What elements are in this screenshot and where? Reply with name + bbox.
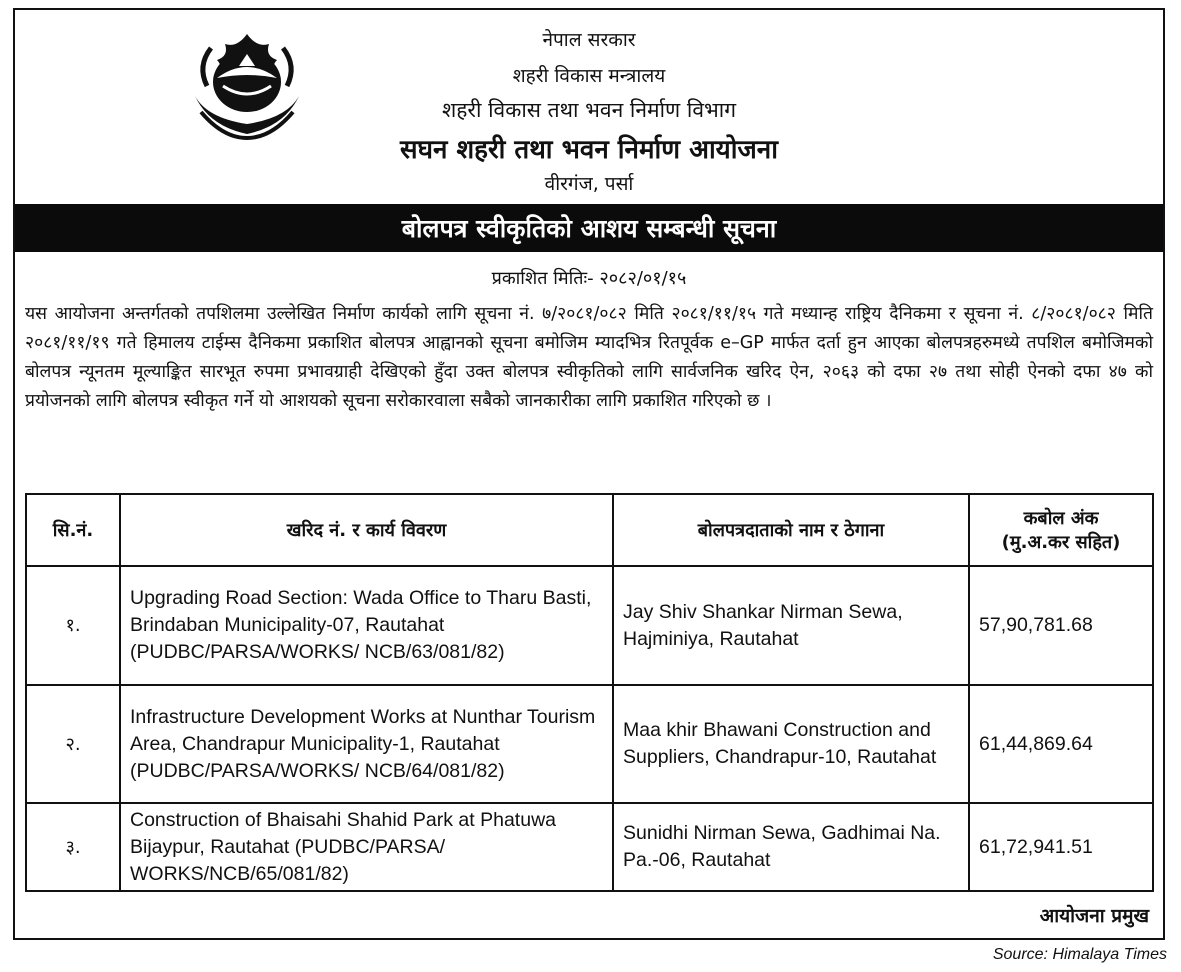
- notice-frame: [13, 8, 1165, 940]
- notice-title-banner: [15, 204, 1163, 252]
- col-header-amount: [969, 494, 1153, 566]
- header-ministry: शहरी विकास मन्त्रालय: [512, 65, 666, 87]
- row-description: Infrastructure Development Works at Nunthar Tourism Area, Chandrapur Municipality-1, Rautahat (PUDBC/PARSA/WORKS/ NCB/64/081/82): [120, 685, 613, 803]
- row-description: Upgrading Road Section: Wada Office to Tharu Basti, Brindaban Municipality-07, Rautahat (PUDBC/PARSA/WORKS/ NCB/63/081/82): [120, 566, 613, 685]
- col-header-sn: सि.नं.: [26, 494, 120, 566]
- bid-acceptance-table: [25, 493, 1154, 892]
- header-department: शहरी विकास तथा भवन निर्माण विभाग: [441, 98, 737, 122]
- header-government: नेपाल सरकार: [542, 29, 636, 51]
- col-header-bidder: बोलपत्रदाताको नाम र ठेगाना: [613, 494, 969, 566]
- signature-title: आयोजना प्रमुख: [1039, 905, 1149, 927]
- row-bidder: Maa khir Bhawani Construction and Suppliers, Chandrapur-10, Rautahat: [613, 685, 969, 803]
- row-amount: 61,72,941.51: [969, 803, 1153, 891]
- header-project: सघन शहरी तथा भवन निर्माण आयोजना: [400, 135, 778, 165]
- row-sn: २.: [26, 685, 120, 803]
- notice-body: यस आयोजना अन्तर्गतको तपशिलमा उल्लेखित निर्माण कार्यको लागि सूचना नं. ७/२०८१/०८२ मिति २०८१/११/१५ गते मध्यान्ह राष्ट्रिय दैनिकमा र सूचना नं. ८/२०८१/०८२ मिति २०८१/११/१९ गते हिमालय टाईम्स दैनिकमा प्रकाशित बोलपत्र आह्वानको सूचना बमोजिम म्यादभित्र रितपूर्वक e–GP मार्फत दर्ता हुन आएका बोलपत्रहरुमध्ये तपशिल बमोजिमको बोलपत्र न्यूनतम मूल्याङ्कित सारभूत रुपमा प्रभावग्राही देखिएकाे हुँदा उक्त बोलपत्र स्वीकृतिको लागि सार्वजनिक खरिद ऐन, २०६३ को दफा २७ तथा सोही ऐनको दफा ४७ को प्रयोजनको लागि बोलपत्र स्वीकृत गर्ने यो आशयको सूचना सरोकारवाला सबैको जानकारीका लागि प्रकाशित गरिएको छ ।: [25, 304, 1153, 411]
- row-amount: 57,90,781.68: [969, 566, 1153, 685]
- col-header-amount-line1: कबोल अंक: [1023, 508, 1099, 529]
- published-date: प्रकाशित मितिः- २०८२/०१/१५: [491, 268, 687, 289]
- table-row: [26, 566, 1153, 685]
- notice-title: बोलपत्र स्वीकृतिको आशय सम्बन्धी सूचना: [401, 214, 777, 243]
- row-description: Construction of Bhaisahi Shahid Park at Phatuwa Bijaypur, Rautahat (PUDBC/PARSA/ WORKS/NCB/65/081/82): [120, 803, 613, 891]
- row-bidder: Sunidhi Nirman Sewa, Gadhimai Na. Pa.-06, Rautahat: [613, 803, 969, 891]
- col-header-amount-line2: (मु.अ.कर सहित): [1001, 532, 1121, 553]
- row-amount: 61,44,869.64: [969, 685, 1153, 803]
- col-header-description: खरिद नं. र कार्य विवरण: [120, 494, 613, 566]
- source-credit: Source: Himalaya Times: [992, 946, 1167, 963]
- header-location: वीरगंज, पर्सा: [544, 173, 634, 195]
- row-sn: १.: [26, 566, 120, 685]
- table-header-row: [26, 494, 1153, 566]
- row-sn: ३.: [26, 803, 120, 891]
- table-row: [26, 685, 1153, 803]
- table-row: [26, 803, 1153, 891]
- row-bidder: Jay Shiv Shankar Nirman Sewa, Hajminiya, Rautahat: [613, 566, 969, 685]
